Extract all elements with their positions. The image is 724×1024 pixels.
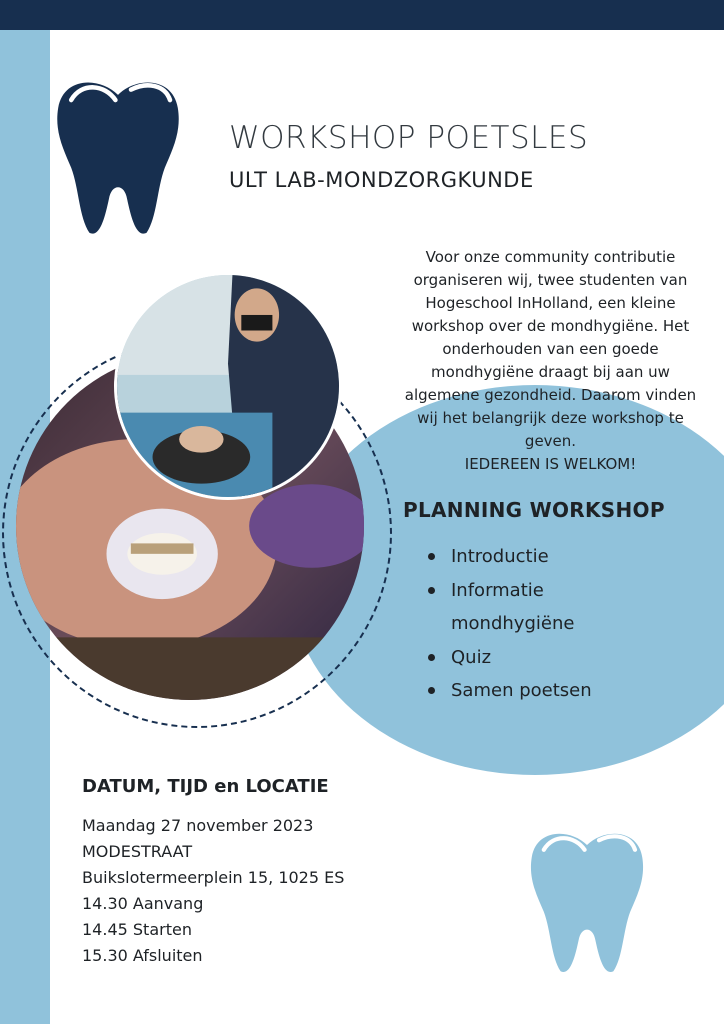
page-subtitle: ULT LAB-MONDZORGKUNDE (229, 168, 534, 192)
info-title: DATUM, TIJD en LOCATIE (82, 776, 329, 797)
info-time-end: 15.30 Afsluiten (82, 946, 203, 965)
info-time-begin: 14.45 Starten (82, 920, 192, 939)
list-item: Introductie (428, 540, 648, 574)
tooth-icon (53, 74, 183, 238)
info-address: Buikslotermeerplein 15, 1025 ES (82, 868, 345, 887)
page-title: WORKSHOP POETSLES (229, 120, 589, 156)
welcome-text: IEDEREEN IS WELKOM! (464, 455, 637, 473)
top-bar (0, 0, 724, 30)
list-item: Informatie mondhygiëne (428, 574, 648, 641)
info-date: Maandag 27 november 2023 (82, 816, 314, 835)
list-item: Samen poetsen (428, 674, 648, 708)
planning-title: PLANNING WORKSHOP (403, 498, 665, 522)
intro-paragraph: Voor onze community contributie organiseren wij, twee studenten van Hogeschool InHolland, een kleine workshop over de mondhygiëne. Het onderhouden van een goede mondhygiëne draagt bij aan uw algemene gezondheid. Daarom vinden wij het belangrijk deze workshop te geven. (404, 248, 697, 450)
planning-list (428, 540, 648, 708)
photo-dental-hygienist (114, 272, 342, 500)
info-time-start: 14.30 Aanvang (82, 894, 204, 913)
intro-text (398, 246, 703, 476)
tooth-icon (527, 826, 647, 976)
list-item: Quiz (428, 641, 648, 675)
info-lines (82, 813, 344, 969)
info-location-name: MODESTRAAT (82, 842, 193, 861)
